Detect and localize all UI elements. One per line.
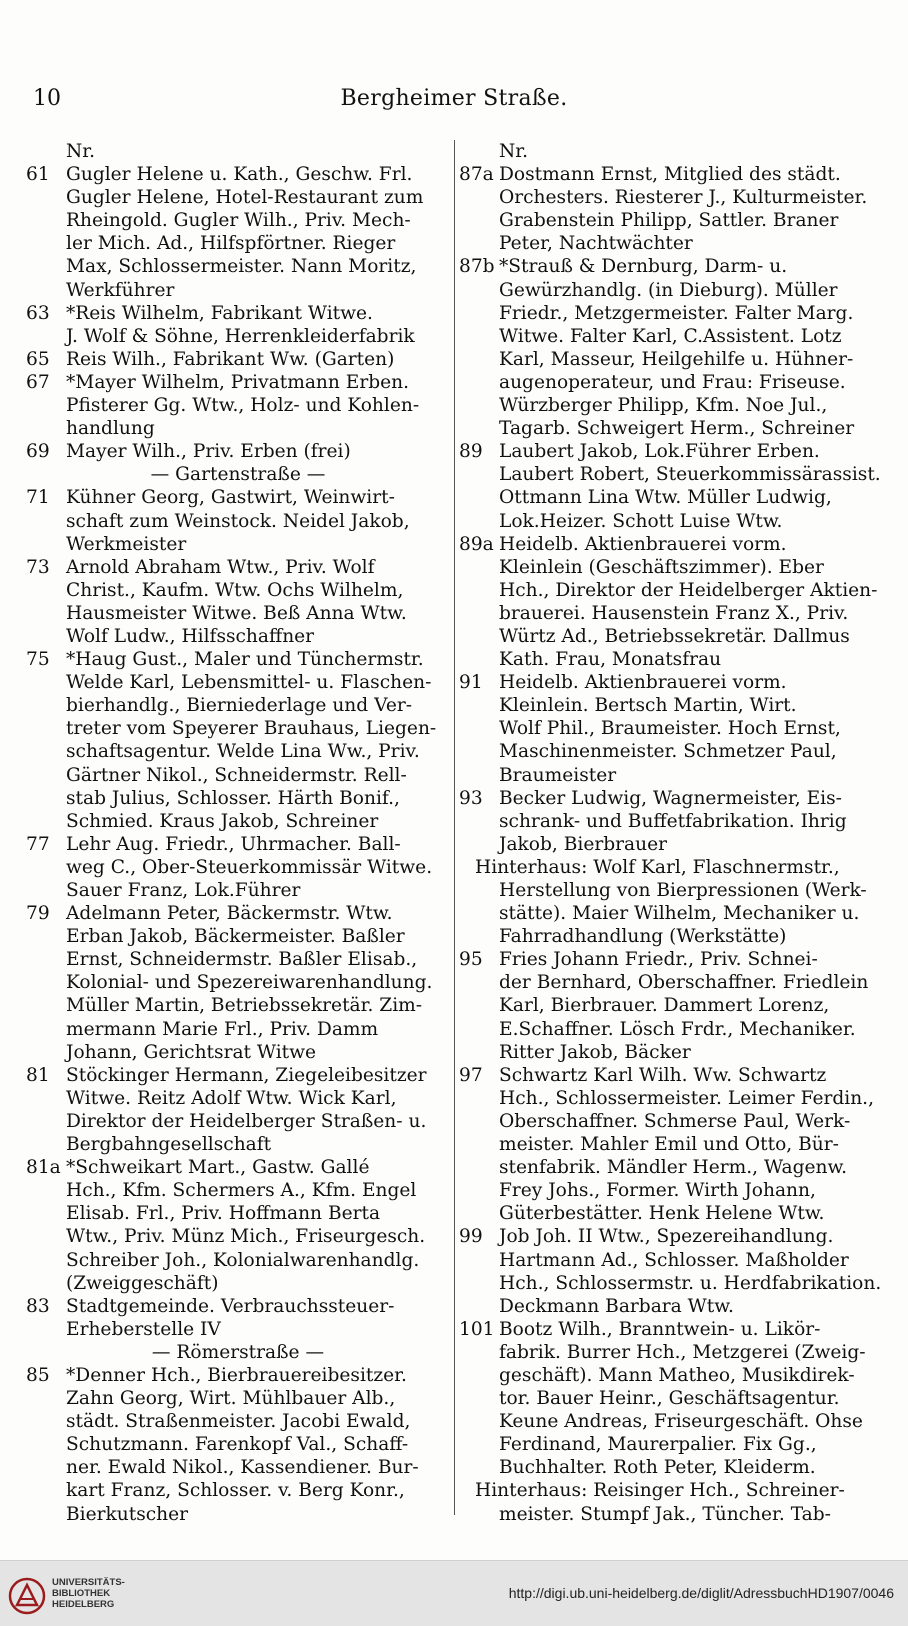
directory-line bbox=[26, 787, 450, 810]
house-number: 61 bbox=[26, 164, 50, 186]
entry-text: fabrik. Burrer Hch., Metzgerei (Zweig- bbox=[499, 1341, 866, 1363]
entry-text: Laubert Robert, Steuerkommissärassist. bbox=[499, 464, 881, 486]
directory-line bbox=[459, 948, 889, 971]
house-number: 73 bbox=[26, 556, 50, 578]
directory-line bbox=[26, 717, 450, 740]
street-crossing-label: — Gartenstraße — bbox=[150, 464, 326, 486]
entry-text: Oberschaffner. Schmerse Paul, Werk- bbox=[499, 1110, 851, 1132]
house-number: 85 bbox=[26, 1364, 50, 1386]
directory-line bbox=[26, 740, 450, 763]
column-divider bbox=[454, 140, 455, 1515]
house-number: 65 bbox=[26, 348, 50, 370]
entry-text: Karl, Masseur, Heilgehilfe u. Hühner- bbox=[499, 348, 854, 370]
right-column bbox=[459, 140, 889, 1526]
entry-text: Pfisterer Gg. Wtw., Holz- und Kohlen- bbox=[66, 395, 420, 417]
directory-line bbox=[459, 186, 889, 209]
street-crossing-label: — Römerstraße — bbox=[151, 1341, 325, 1363]
directory-line bbox=[26, 579, 450, 602]
entry-text: Hartmann Ad., Schlosser. Maßholder bbox=[499, 1249, 849, 1271]
entry-text: ner. Ewald Nikol., Kassendiener. Bur- bbox=[66, 1457, 419, 1479]
entry-text: Kolonial- und Spezereiwarenhandlung. bbox=[66, 972, 433, 994]
entry-text: Heidelb. Aktienbrauerei vorm. bbox=[499, 533, 787, 555]
entry-text: Gärtner Nikol., Schneidermstr. Rell- bbox=[66, 764, 407, 786]
directory-line bbox=[459, 1364, 889, 1387]
entry-text: Christ., Kaufm. Wtw. Ochs Wilhelm, bbox=[66, 579, 404, 601]
directory-line bbox=[459, 625, 889, 648]
page-title: Bergheimer Straße. bbox=[340, 86, 568, 111]
entry-text: städt. Straßenmeister. Jacobi Ewald, bbox=[66, 1411, 411, 1433]
directory-line bbox=[26, 1249, 450, 1272]
entry-text: Tagarb. Schweigert Herm., Schreiner bbox=[499, 418, 855, 440]
directory-line bbox=[459, 971, 889, 994]
entry-text: Jakob, Bierbrauer bbox=[499, 833, 667, 855]
directory-line bbox=[26, 625, 450, 648]
viewer-footer bbox=[0, 1560, 908, 1626]
directory-line bbox=[26, 302, 450, 325]
directory-line bbox=[459, 994, 889, 1017]
entry-text: schrank- und Buffetfabrikation. Ihrig bbox=[499, 810, 847, 832]
entry-text: Werkführer bbox=[66, 279, 175, 301]
directory-line bbox=[459, 740, 889, 763]
entry-text: Fries Johann Friedr., Priv. Schnei- bbox=[499, 949, 818, 971]
entry-text: augenoperateur, und Frau: Friseuse. bbox=[499, 371, 846, 393]
directory-line bbox=[26, 648, 450, 671]
directory-line bbox=[26, 602, 450, 625]
entry-text: Fahrradhandlung (Werkstätte) bbox=[499, 926, 787, 948]
directory-line bbox=[459, 1433, 889, 1456]
source-url-link[interactable]: http://digi.ub.uni-heidelberg.de/diglit/AdressbuchHD1907/0046 bbox=[508, 1585, 894, 1601]
directory-line bbox=[26, 486, 450, 509]
entry-text: Job Joh. II Wtw., Spezereihandlung. bbox=[499, 1226, 834, 1248]
directory-line bbox=[26, 510, 450, 533]
house-number: 71 bbox=[26, 487, 50, 509]
entry-text: Erheberstelle IV bbox=[66, 1318, 221, 1340]
directory-line bbox=[26, 948, 450, 971]
entry-text: Gugler Helene u. Kath., Geschw. Frl. bbox=[66, 164, 413, 186]
entry-text: Friedr., Metzgermeister. Falter Marg. bbox=[499, 302, 854, 324]
entry-text: schaft zum Weinstock. Neidel Jakob, bbox=[66, 510, 410, 532]
entry-text: Schwartz Karl Wilh. Ww. Schwartz bbox=[499, 1064, 827, 1086]
directory-line bbox=[26, 1387, 450, 1410]
directory-line bbox=[459, 1456, 889, 1479]
directory-line bbox=[26, 764, 450, 787]
directory-line bbox=[459, 348, 889, 371]
entry-text: bierhandlg., Bierniederlage und Ver- bbox=[66, 695, 412, 717]
directory-line bbox=[26, 1225, 450, 1248]
directory-line bbox=[459, 209, 889, 232]
directory-line bbox=[459, 556, 889, 579]
house-number: 83 bbox=[26, 1295, 50, 1317]
entry-text: Würzberger Philipp, Kfm. Noe Jul., bbox=[499, 395, 828, 417]
directory-line bbox=[26, 1503, 450, 1526]
entry-text: Stadtgemeinde. Verbrauchssteuer- bbox=[66, 1295, 395, 1317]
house-number: 79 bbox=[26, 903, 50, 925]
directory-line bbox=[459, 671, 889, 694]
entry-text: E.Schaffner. Lösch Frdr., Mechaniker. bbox=[499, 1018, 856, 1040]
house-number: 87a bbox=[459, 164, 494, 186]
entry-text: handlung bbox=[66, 418, 155, 440]
entry-text: Karl, Bierbrauer. Dammert Lorenz, bbox=[499, 995, 830, 1017]
directory-line bbox=[459, 1387, 889, 1410]
directory-line bbox=[26, 140, 450, 163]
entry-text: Bergbahngesellschaft bbox=[66, 1134, 272, 1156]
directory-line bbox=[26, 879, 450, 902]
directory-line bbox=[459, 463, 889, 486]
directory-line bbox=[26, 1479, 450, 1502]
entry-text: Erban Jakob, Bäckermeister. Baßler bbox=[66, 926, 405, 948]
entry-text: *Strauß & Dernburg, Darm- u. bbox=[499, 256, 788, 278]
directory-line bbox=[459, 787, 889, 810]
left-column bbox=[26, 140, 450, 1526]
entry-text: Buchhalter. Roth Peter, Kleiderm. bbox=[499, 1457, 816, 1479]
entry-text: *Mayer Wilhelm, Privatmann Erben. bbox=[66, 371, 410, 393]
entry-text: Reis Wilh., Fabrikant Ww. (Garten) bbox=[66, 348, 395, 370]
entry-text: tor. Bauer Heinr., Geschäftsagentur. bbox=[499, 1388, 840, 1410]
entry-text: Würtz Ad., Betriebssekretär. Dallmus bbox=[499, 625, 850, 647]
entry-text: kart Franz, Schlosser. v. Berg Konr., bbox=[66, 1480, 405, 1502]
directory-line bbox=[26, 1318, 450, 1341]
house-number: 75 bbox=[26, 649, 50, 671]
directory-line bbox=[26, 971, 450, 994]
entry-text: Wolf Phil., Braumeister. Hoch Ernst, bbox=[499, 718, 841, 740]
house-number: 91 bbox=[459, 672, 483, 694]
entry-text: Hausmeister Witwe. Beß Anna Wtw. bbox=[66, 602, 407, 624]
directory-line bbox=[26, 209, 450, 232]
directory-line bbox=[459, 1272, 889, 1295]
directory-line bbox=[459, 1503, 889, 1526]
entry-text: *Reis Wilhelm, Fabrikant Witwe. bbox=[66, 302, 373, 324]
house-number: 97 bbox=[459, 1064, 483, 1086]
entry-text: Hinterhaus: Wolf Karl, Flaschnermstr., bbox=[475, 856, 840, 878]
library-logo-text: UNIVERSITÄTS- BIBLIOTHEK HEIDELBERG bbox=[52, 1577, 125, 1610]
directory-line bbox=[26, 1272, 450, 1295]
directory-line bbox=[459, 1479, 889, 1502]
directory-line bbox=[459, 1295, 889, 1318]
entry-text: Heidelb. Aktienbrauerei vorm. bbox=[499, 672, 787, 694]
entry-text: Laubert Jakob, Lok.Führer Erben. bbox=[499, 441, 820, 463]
entry-text: Wolf Ludw., Hilfsschaffner bbox=[66, 625, 315, 647]
entry-text: weg C., Ober-Steuerkommissär Witwe. bbox=[66, 856, 433, 878]
directory-line bbox=[26, 1179, 450, 1202]
directory-line bbox=[26, 902, 450, 925]
directory-line bbox=[26, 1133, 450, 1156]
directory-line bbox=[459, 648, 889, 671]
entry-text: Gugler Helene, Hotel-Restaurant zum bbox=[66, 187, 424, 209]
directory-line bbox=[459, 833, 889, 856]
entry-text: Schmied. Kraus Jakob, Schreiner bbox=[66, 810, 379, 832]
university-seal-icon bbox=[8, 1577, 46, 1615]
house-number: 67 bbox=[26, 371, 50, 393]
directory-line bbox=[26, 1064, 450, 1087]
entry-text: Ottmann Lina Wtw. Müller Ludwig, bbox=[499, 487, 832, 509]
directory-line bbox=[26, 163, 450, 186]
entry-text: meister. Stumpf Jak., Tüncher. Tab- bbox=[499, 1503, 831, 1525]
entry-text: Kleinlein. Bertsch Martin, Wirt. bbox=[499, 695, 797, 717]
entry-text: Kath. Frau, Monatsfrau bbox=[499, 649, 722, 671]
directory-line bbox=[459, 1202, 889, 1225]
entry-text: Rheingold. Gugler Wilh., Priv. Mech- bbox=[66, 210, 411, 232]
directory-line bbox=[459, 925, 889, 948]
entry-text: Direktor der Heidelberger Straßen- u. bbox=[66, 1110, 427, 1132]
directory-line bbox=[459, 510, 889, 533]
directory-line bbox=[459, 1133, 889, 1156]
entry-text: ler Mich. Ad., Hilfspförtner. Rieger bbox=[66, 233, 396, 255]
directory-line bbox=[26, 1456, 450, 1479]
directory-line bbox=[26, 533, 450, 556]
entry-text: Wtw., Priv. Münz Mich., Friseurgesch. bbox=[66, 1226, 426, 1248]
house-number: 101 bbox=[459, 1318, 495, 1340]
directory-line bbox=[26, 348, 450, 371]
directory-line bbox=[459, 1341, 889, 1364]
directory-line bbox=[459, 140, 889, 163]
house-number: 95 bbox=[459, 949, 483, 971]
directory-line bbox=[459, 1410, 889, 1433]
entry-text: Maschinenmeister. Schmetzer Paul, bbox=[499, 741, 837, 763]
house-number: 99 bbox=[459, 1226, 483, 1248]
directory-line bbox=[26, 556, 450, 579]
directory-line bbox=[459, 417, 889, 440]
entry-text: Bootz Wilh., Branntwein- u. Likör- bbox=[499, 1318, 821, 1340]
entry-text: *Denner Hch., Bierbrauereibesitzer. bbox=[66, 1364, 407, 1386]
directory-line bbox=[26, 463, 450, 486]
directory-line bbox=[26, 833, 450, 856]
entry-text: Nr. bbox=[499, 141, 529, 162]
entry-text: stätte). Maier Wilhelm, Mechaniker u. bbox=[499, 903, 860, 925]
entry-text: schaftsagentur. Welde Lina Ww., Priv. bbox=[66, 741, 420, 763]
directory-line bbox=[26, 440, 450, 463]
directory-line bbox=[459, 1318, 889, 1341]
entry-text: geschäft). Mann Matheo, Musikdirek- bbox=[499, 1364, 855, 1386]
directory-line bbox=[459, 579, 889, 602]
entry-text: Lehr Aug. Friedr., Uhrmacher. Ball- bbox=[66, 833, 401, 855]
house-number: 63 bbox=[26, 302, 50, 324]
entry-text: Bierkutscher bbox=[66, 1503, 189, 1525]
entry-text: Ritter Jakob, Bäcker bbox=[499, 1041, 691, 1063]
entry-text: Hinterhaus: Reisinger Hch., Schreiner- bbox=[475, 1480, 845, 1502]
directory-line bbox=[26, 1433, 450, 1456]
directory-line bbox=[26, 417, 450, 440]
directory-line bbox=[459, 255, 889, 278]
page-number: 10 bbox=[33, 86, 61, 111]
entry-text: Kleinlein (Geschäftszimmer). Eber bbox=[499, 556, 824, 578]
entry-text: Witwe. Falter Karl, C.Assistent. Lotz bbox=[499, 325, 842, 347]
directory-line bbox=[26, 1018, 450, 1041]
directory-line bbox=[26, 1110, 450, 1133]
directory-line bbox=[26, 925, 450, 948]
entry-text: Elisab. Frl., Priv. Hoffmann Berta bbox=[66, 1203, 381, 1225]
directory-line bbox=[459, 1110, 889, 1133]
directory-line bbox=[26, 1295, 450, 1318]
directory-line bbox=[26, 255, 450, 278]
entry-text: Dostmann Ernst, Mitglied des städt. bbox=[499, 164, 841, 186]
entry-text: Schutzmann. Farenkopf Val., Schaff- bbox=[66, 1434, 409, 1456]
directory-line bbox=[26, 810, 450, 833]
directory-line bbox=[459, 1087, 889, 1110]
entry-text: Werkmeister bbox=[66, 533, 187, 555]
entry-text: Müller Martin, Betriebssekretär. Zim- bbox=[66, 995, 423, 1017]
directory-line bbox=[459, 1225, 889, 1248]
entry-text: Braumeister bbox=[499, 764, 617, 786]
entry-text: Johann, Gerichtsrat Witwe bbox=[66, 1041, 317, 1063]
entry-text: Stöckinger Hermann, Ziegeleibesitzer bbox=[66, 1064, 427, 1086]
entry-text: brauerei. Hausenstein Franz X., Priv. bbox=[499, 602, 849, 624]
entry-text: Nr. bbox=[66, 141, 96, 162]
directory-line bbox=[26, 994, 450, 1017]
directory-line bbox=[459, 1018, 889, 1041]
directory-line bbox=[26, 371, 450, 394]
entry-text: *Haug Gust., Maler und Tünchermstr. bbox=[66, 649, 424, 671]
entry-text: Peter, Nachtwächter bbox=[499, 233, 693, 255]
directory-line bbox=[459, 764, 889, 787]
directory-line bbox=[26, 671, 450, 694]
house-number: 81 bbox=[26, 1064, 50, 1086]
directory-line bbox=[26, 694, 450, 717]
directory-line bbox=[459, 1249, 889, 1272]
house-number: 87b bbox=[459, 256, 495, 278]
directory-line bbox=[459, 440, 889, 463]
directory-line bbox=[459, 856, 889, 879]
directory-line bbox=[459, 1156, 889, 1179]
entry-text: Hch., Schlossermstr. u. Herdfabrikation. bbox=[499, 1272, 882, 1294]
directory-line bbox=[459, 371, 889, 394]
entry-text: (Zweiggeschäft) bbox=[66, 1272, 219, 1294]
directory-line bbox=[459, 486, 889, 509]
entry-text: J. Wolf & Söhne, Herrenkleiderfabrik bbox=[66, 325, 415, 347]
entry-text: Schreiber Joh., Kolonialwarenhandlg. bbox=[66, 1249, 420, 1271]
directory-line bbox=[459, 1064, 889, 1087]
entry-text: Deckmann Barbara Wtw. bbox=[499, 1295, 734, 1317]
house-number: 89a bbox=[459, 533, 494, 555]
entry-text: Keune Andreas, Friseurgeschäft. Ohse bbox=[499, 1411, 863, 1433]
entry-text: Frey Johs., Former. Wirth Johann, bbox=[499, 1180, 816, 1202]
directory-line bbox=[459, 1179, 889, 1202]
directory-line bbox=[26, 1202, 450, 1225]
directory-line bbox=[26, 1041, 450, 1064]
entry-text: Sauer Franz, Lok.Führer bbox=[66, 880, 301, 901]
directory-line bbox=[459, 1041, 889, 1064]
entry-text: stenfabrik. Mändler Herm., Wagenw. bbox=[499, 1157, 848, 1179]
directory-line bbox=[459, 694, 889, 717]
directory-line bbox=[26, 186, 450, 209]
entry-text: Witwe. Reitz Adolf Wtw. Wick Karl, bbox=[66, 1087, 397, 1109]
directory-line bbox=[26, 1364, 450, 1387]
entry-text: der Bernhard, Oberschaffner. Friedlein bbox=[499, 972, 869, 994]
entry-text: Güterbestätter. Henk Helene Wtw. bbox=[499, 1203, 825, 1225]
directory-line bbox=[26, 232, 450, 255]
house-number: 93 bbox=[459, 787, 483, 809]
entry-text: Ferdinand, Maurerpalier. Fix Gg., bbox=[499, 1434, 817, 1456]
entry-text: Ernst, Schneidermstr. Baßler Elisab., bbox=[66, 949, 418, 971]
entry-text: Hch., Direktor der Heidelberger Aktien- bbox=[499, 579, 878, 601]
directory-line bbox=[26, 1087, 450, 1110]
entry-text: Herstellung von Bierpressionen (Werk- bbox=[499, 880, 867, 901]
directory-line bbox=[26, 325, 450, 348]
directory-line bbox=[26, 856, 450, 879]
entry-text: Becker Ludwig, Wagnermeister, Eis- bbox=[499, 787, 842, 809]
entry-text: treter vom Speyerer Brauhaus, Liegen- bbox=[66, 718, 437, 740]
entry-text: Max, Schlossermeister. Nann Moritz, bbox=[66, 256, 417, 278]
entry-text: Adelmann Peter, Bäckermstr. Wtw. bbox=[66, 903, 393, 925]
directory-line bbox=[459, 533, 889, 556]
directory-line bbox=[459, 394, 889, 417]
entry-text: meister. Mahler Emil und Otto, Bür- bbox=[499, 1134, 839, 1156]
directory-line bbox=[459, 325, 889, 348]
directory-line bbox=[26, 279, 450, 302]
entry-text: *Schweikart Mart., Gastw. Gallé bbox=[66, 1157, 370, 1179]
house-number: 89 bbox=[459, 441, 483, 463]
entry-text: Kühner Georg, Gastwirt, Weinwirt- bbox=[66, 487, 395, 509]
entry-text: Lok.Heizer. Schott Luise Wtw. bbox=[499, 510, 783, 532]
entry-text: Arnold Abraham Wtw., Priv. Wolf bbox=[66, 556, 375, 578]
directory-line bbox=[26, 1410, 450, 1433]
directory-line bbox=[26, 1156, 450, 1179]
directory-line bbox=[459, 879, 889, 902]
directory-line bbox=[459, 279, 889, 302]
entry-text: Mayer Wilh., Priv. Erben (frei) bbox=[66, 441, 351, 463]
directory-line bbox=[459, 602, 889, 625]
directory-line bbox=[459, 302, 889, 325]
entry-text: stab Julius, Schlosser. Härth Bonif., bbox=[66, 787, 400, 809]
directory-line bbox=[459, 232, 889, 255]
entry-text: Grabenstein Philipp, Sattler. Braner bbox=[499, 210, 839, 232]
entry-text: mermann Marie Frl., Priv. Damm bbox=[66, 1018, 379, 1040]
house-number: 69 bbox=[26, 441, 50, 463]
directory-line bbox=[459, 717, 889, 740]
entry-text: Orchesters. Riesterer J., Kulturmeister. bbox=[499, 187, 868, 209]
entry-text: Welde Karl, Lebensmittel- u. Flaschen- bbox=[66, 672, 432, 694]
entry-text: Zahn Georg, Wirt. Mühlbauer Alb., bbox=[66, 1388, 396, 1410]
house-number: 81a bbox=[26, 1157, 61, 1179]
house-number: 77 bbox=[26, 833, 50, 855]
directory-line bbox=[26, 394, 450, 417]
directory-line bbox=[459, 810, 889, 833]
entry-text: Gewürzhandlg. (in Dieburg). Müller bbox=[499, 279, 838, 301]
directory-line bbox=[26, 1341, 450, 1364]
directory-line bbox=[459, 163, 889, 186]
directory-line bbox=[459, 902, 889, 925]
entry-text: Hch., Schlossermeister. Leimer Ferdin., bbox=[499, 1087, 874, 1109]
entry-text: Hch., Kfm. Schermers A., Kfm. Engel bbox=[66, 1180, 417, 1202]
